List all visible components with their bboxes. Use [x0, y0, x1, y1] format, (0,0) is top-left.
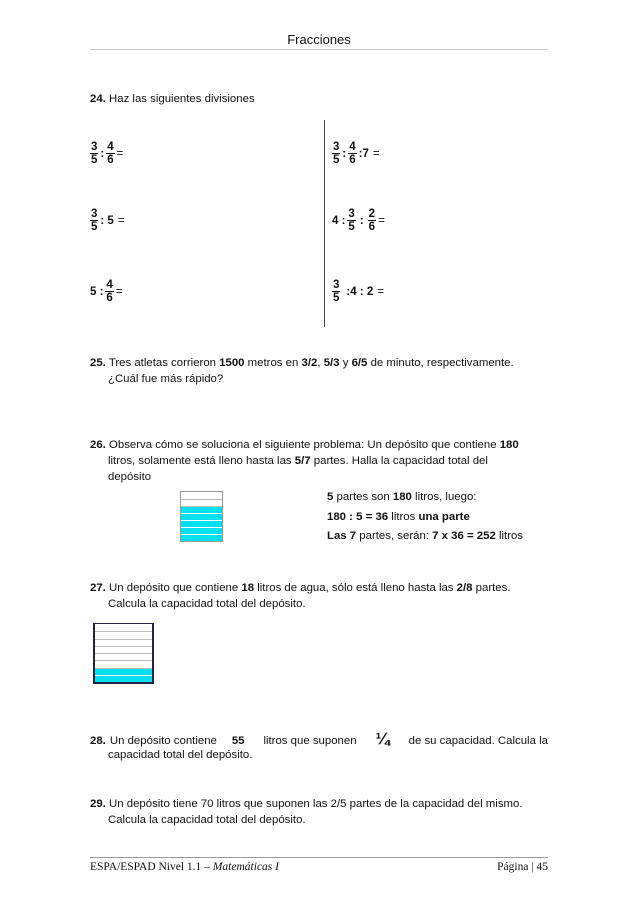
question-number: 24.: [90, 93, 106, 105]
tank-division-line: [181, 513, 222, 514]
tank-division-line: [181, 534, 222, 535]
page-header-title: Fracciones: [287, 32, 351, 47]
tank-division-line: [181, 527, 222, 528]
division-b: $\frac{3}{5}$ : $\frac{4}{6}$ :7 =: [333, 141, 380, 166]
division-f: $\frac{3}{5}$ :4 : 2 =: [333, 279, 384, 304]
question-26: 26. Observa cómo se soluciona el siguiente problema: Un depósito que contiene 180: [90, 439, 519, 451]
fraction-one-quarter: ¼: [375, 729, 390, 748]
division-d: 4 : $\frac{3}{5}$ : $\frac{2}{6}$ =: [332, 208, 385, 233]
tank-division-line: [181, 499, 222, 500]
fraction: $\frac{4}{6}$: [107, 141, 114, 166]
division-e: 5 : $\frac{4}{6}$ =: [90, 279, 123, 304]
tank-division-line: [95, 675, 152, 676]
tank-division-line: [95, 631, 152, 632]
fraction: $\frac{4}{6}$: [106, 279, 113, 304]
question-28: 28. Un depósito contiene 55 litros que suponen ¼ de su capacidad. Calcula la: [90, 729, 548, 748]
question-25: 25. Tres atletas corrieron 1500 metros en 3/2, 5/3 y 6/5 de minuto, respectivamente.: [90, 357, 514, 369]
tank-diagram-2-of-8: [93, 623, 154, 684]
tank-division-line: [95, 646, 152, 647]
question-27: 27. Un depósito que contiene 18 litros de agua, sólo está lleno hasta las 2/8 partes.: [90, 582, 511, 594]
tank-division-line: [181, 520, 222, 521]
division-a: $\frac{3}{5}$ : $\frac{4}{6}$ =: [91, 141, 124, 166]
solution-line-3: Las 7 partes, serán: 7 x 36 = 252 litros: [327, 530, 523, 542]
fraction: $\frac{3}{5}$: [91, 141, 98, 166]
solution-line-1: 5 partes son 180 litros, luego:: [327, 491, 477, 503]
tank-division-line: [95, 660, 152, 661]
solution-line-2: 180 : 5 = 36 litros una parte: [327, 511, 470, 523]
fraction: $\frac{3}{5}$: [333, 141, 340, 166]
footer-page-number: Página | 45: [497, 861, 548, 873]
question-29-line2: Calcula la capacidad total del depósito.: [108, 814, 306, 826]
fraction: $\frac{2}{6}$: [368, 208, 376, 233]
question-text: Haz las siguientes divisiones: [109, 93, 255, 105]
footer-rule: [90, 857, 548, 858]
question-24: [90, 91, 255, 108]
question-28-line2: capacidad total del depósito.: [108, 749, 253, 761]
fraction: $\frac{4}{6}$: [349, 141, 356, 166]
tank-division-line: [95, 639, 152, 640]
fraction: $\frac{3}{5}$: [348, 208, 355, 233]
water-fill: [181, 506, 222, 541]
tank-division-line: [95, 653, 152, 654]
question-26-line3: depósito: [108, 471, 152, 483]
question-27-line2: Calcula la capacidad total del depósito.: [108, 598, 306, 610]
division-c: $\frac{3}{5}$ : 5 =: [91, 208, 125, 233]
question-26-line2: litros, solamente está lleno hasta las 5/7 partes. Halla la capacidad total del: [108, 455, 488, 467]
tank-diagram-5-of-7: [180, 491, 223, 542]
fraction: $\frac{3}{5}$: [91, 208, 98, 233]
header-rule: [90, 49, 548, 50]
tank-division-line: [95, 668, 152, 669]
column-divider: [324, 120, 325, 327]
footer-left: ESPA/ESPAD Nivel 1.1 – Matemáticas I: [90, 861, 279, 873]
fraction: $\frac{3}{5}$: [333, 279, 340, 304]
question-29: 29. Un depósito tiene 70 litros que suponen las 2/5 partes de la capacidad del mismo.: [90, 798, 523, 810]
tank-division-line: [181, 506, 222, 507]
question-25-line2: ¿Cuál fue más rápido?: [108, 373, 224, 385]
